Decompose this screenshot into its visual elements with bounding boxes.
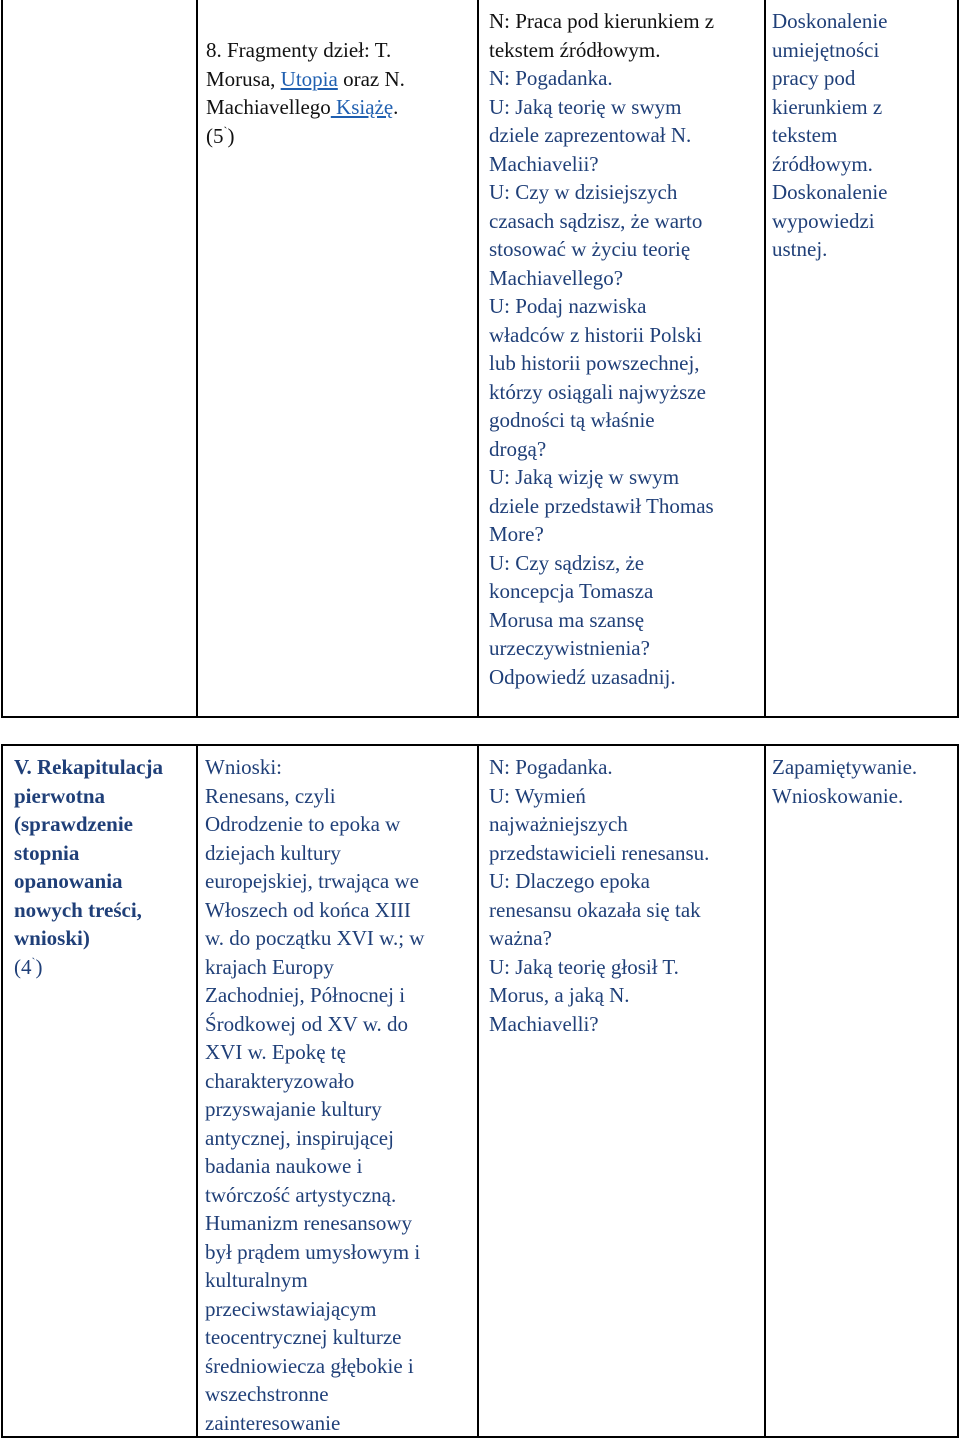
utopia-link[interactable]: Utopia [280, 66, 338, 91]
ksiaze-link[interactable]: Książę [330, 95, 394, 119]
time-open: (5 [206, 123, 224, 148]
content-line-2 [206, 65, 477, 94]
methods-questions: N: Pogadanka. U: Wymień najważniejszych przedstawicieli renesansu. U: Dlaczego epoka renesansu okazała się tak ważna? U: Jaką teorię głosił T. Morus, a jaką N. Machiavelli? [489, 755, 710, 1036]
methods-cell [479, 0, 766, 718]
content-text: Machiavellego [206, 95, 331, 119]
content-text: Morusa, [206, 66, 276, 91]
lesson-table-row-2 [0, 744, 960, 1440]
stage-time-sup: ` [31, 954, 36, 969]
conclusions-text: Wnioski: Renesans, czyli Odrodzenie to epoka w dziejach kultury europejskiej, trwająca we Włoszech od końca XIII w. do początku XVI w.; w krajach Europy Zachodniej, Północnej i Środkowej od XV w. do XVI w. Epokę tę charakteryzowało przyswajanie kultury antycznej, inspirującej badania naukowe i twórczość artystyczną. Humanizm renesansowy był prądem umysłowym i kulturalnym przeciwstawiającym teocentrycznej kulturze średniowiecza głębokie i wszechstronne zainteresowanie [205, 755, 425, 1435]
goals-cell [766, 744, 959, 1438]
stage-time [14, 953, 196, 982]
content-cell [197, 0, 479, 718]
conclusions-cell [197, 744, 479, 1438]
content-text: . [393, 95, 399, 119]
stage-time-open: (4 [14, 954, 32, 979]
stage-cell [1, 744, 198, 1438]
stage-title: V. Rekapitulacja pierwotna (sprawdzenie stopnia opanowania nowych treści, wnioski) [14, 755, 163, 950]
content-fragments [206, 36, 477, 150]
stage-time-close: ) [35, 954, 43, 979]
time-label [206, 122, 477, 151]
content-line-1: 8. Fragmenty dzieł: T. [206, 38, 392, 62]
content-line-3 [206, 93, 477, 122]
methods-title: N: Praca pod kierunkiem z tekstem źródłowym. [489, 9, 715, 62]
content-text: oraz N. [343, 66, 405, 91]
stage-cell-empty [1, 0, 198, 718]
goals-text: Zapamiętywanie. Wnioskowanie. [772, 755, 918, 808]
methods-cell [479, 744, 766, 1438]
time-sup: ` [223, 123, 228, 138]
goals-cell [766, 0, 959, 718]
methods-questions: N: Pogadanka. U: Jaką teorię w swym dziele zaprezentował N. Machiavelii? U: Czy w dzisiejszych czasach sądzisz, że warto stosować w życiu teorię Machiavellego? U: Podaj nazwiska władców z historii Polski lub historii powszechnej, którzy osiągali najwyższe godności tą właśnie drogą? U: Jaką wizję w swym dziele przedstawił Thomas More? U: Czy sądzisz, że koncepcja Tomasza Morusa ma szansę urzeczywistnienia? Odpowiedź uzasadnij. [489, 66, 714, 689]
time-close: ) [227, 123, 235, 148]
goals-text: Doskonalenie umiejętności pracy pod kierunkiem z tekstem źródłowym. Doskonalenie wypowiedzi ustnej. [772, 9, 888, 261]
